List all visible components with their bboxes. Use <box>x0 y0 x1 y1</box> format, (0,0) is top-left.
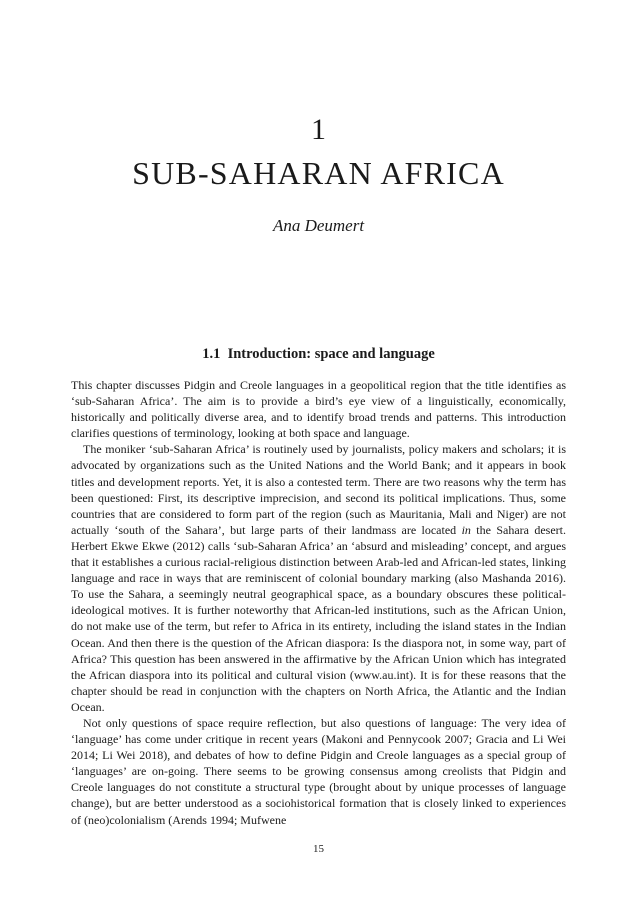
paragraph <box>71 715 566 828</box>
paragraph-text: Not only questions of space require reflection, but also questions of language: The very idea of ‘language’ has come under critique in recent years (Makoni and Pennycook 2007; Gracia and Li Wei 2014; Li Wei 2018), and debates of how to define Pidgin and Creole languages as a special group of ‘languages’ are on-going. There seems to be growing consensus among creolists that Pidgin and Creole languages do not constitute a structural type (brought about by unique processes of language change), but are better understood as a sociohistorical formation that is closely linked to experiences of (neo)colonialism (Arends 1994; Mufwene <box>71 715 566 827</box>
paragraph <box>71 377 566 441</box>
paragraph-text: the Sahara desert. Herbert Ekwe Ekwe (2012) calls ‘sub-Saharan Africa’ an ‘absurd and misleading’ concept, and argues that it establishes a curious racial-religious distinction between Arab-led and African-led states, linking language and race in ways that are reminiscent of colonial boundary marking (also Mashanda 2016). To use the Sahara, a seemingly neutral geographical space, as a boundary obscures these political-ideological motives. It is further noteworthy that African-led institutions, such as the African Union, do not make use of the term, but refer to Africa in its entirety, including the island states in the Indian Ocean. And then there is the question of the African diaspora: Is the diaspora not, in some way, part of Africa? This question has been answered in the affirmative by the African Union which has integrated the African diaspora into its political and cultural vision (www.au.int). It is for these reasons that the chapter should be read in conjunction with the chapters on North Africa, the Atlantic and the Indian Ocean. <box>71 522 566 714</box>
paragraph-text: The moniker ‘sub-Saharan Africa’ is routinely used by journalists, policy makers and scholars; it is advocated by organizations such as the United Nations and the World Bank; and it appears in book titles and development reports. Yet, it is also a contested term. There are two reasons why the term has been questioned: First, its descriptive imprecision, and second its political implications. Thus, some countries that are considered to form part of the region (such as Mauritania, Mali and Niger) are not actually ‘south of the Sahara’, but large parts of their landmass are located <box>71 442 566 537</box>
chapter-author: Ana Deumert <box>272 216 365 235</box>
section-number: 1.1 <box>202 346 221 362</box>
section-heading <box>0 345 637 364</box>
section-title: Introduction: space and language <box>227 346 435 362</box>
chapter-number: 1 <box>311 113 326 146</box>
body-text <box>71 377 566 828</box>
italic-text: in <box>461 522 471 537</box>
paragraph <box>71 441 566 715</box>
paragraph-text: This chapter discusses Pidgin and Creole languages in a geopolitical region that the title identifies as ‘sub-Saharan Africa’. The aim is to provide a bird’s eye view of a linguistically, economically, historically and politically diverse area, and to identify broad trends and patterns. This introduction clarifies questions of terminology, looking at both space and language. <box>71 378 566 441</box>
page-number: 15 <box>313 843 324 855</box>
chapter-title: SUB-SAHARAN AFRICA <box>132 155 505 191</box>
